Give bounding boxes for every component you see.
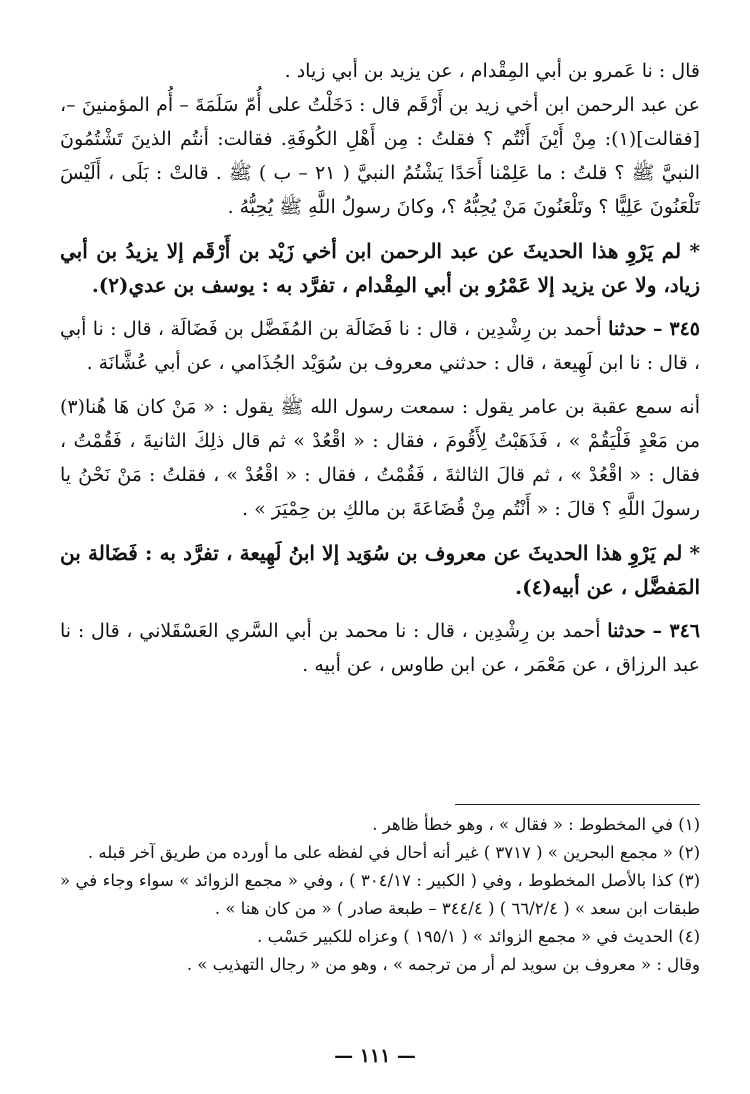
commentary-text: لم يَرْوِ هذا الحديثَ عن معروف بن سُوَيد إلا ابنُ لَهِيعة ، تفرَّد به : فَضَالة بن المَفضَّل ، عن أبيه(٤). [60,541,700,599]
hadith-number: ٣٤٥ – [652,318,701,340]
hadith-346-chain [60,614,700,682]
commentary-note [60,234,700,302]
commentary-note [60,536,700,604]
hadith-345-text: أنه سمع عقبة بن عامر يقول : سمعت رسول الله ﷺ يقول : « مَنْ كان هَا هُنا(٣) من مَعْدٍ فَلْيَقُمْ » ، فَذَهَبْتُ لِأَقُومَ ، فقال : « اقْعُدْ » ثم قال ذلِكَ الثانيةَ ، فَقُمْتُ ، فقال : « اقْعُدْ » ، ثم قالَ الثالثةَ ، فَقُمْتُ ، فقال : « اقْعُدْ » ، فقلتُ : مَنْ نَحْنُ يا رسولَ اللَّهِ ؟ قالَ : « أَنْتُم مِنْ قُضَاعَةَ بن مالكِ بن حِمْيَرَ » . [60,396,700,520]
footnote-1: (١) في المخطوط : « فقال » ، وهو خطأ ظاهر . [372,815,700,834]
hadith-lead: حدثنا [608,318,647,340]
hadith-number: ٣٤٦ – [652,620,700,642]
footnote-4: (٤) الحديث في « مجمع الزوائد » ( ١٩٥/١ ) وعزاه للكبير حَسْب . [257,927,700,946]
chain-text: أحمد بن رِشْدِين ، قال : نا محمد بن أبي السَّري العَسْقَلاني ، قال : نا عبد الرزاق ، عن مَعْمَر ، عن ابن طاوس ، عن أبيه . [60,620,700,676]
hadith-345-chain [60,312,700,380]
hadith-text: عن عبد الرحمن ابن أخي زيد بن أَرْقَم قال : دَخَلْتُ على أُمّ سَلَمَةَ – أُم المؤمنينَ –، [فقالت](١): مِنْ أَيْنَ أَنْتُم ؟ فقلتُ : مِن أَهْلِ الكُوفَةِ. فقالت: أنتُم الذينَ تَشْتُمُونَ النبيَّ ﷺ ؟ قلتُ : ما عَلِمْنا أَحَدًا يَشْتُمُ النبيَّ ( ٢١ – ب ) ﷺ . قالتْ : بَلَى ، أَلَيْسَ تَلْعَنُونَ عَلِيًّا ؟ وتَلْعَنُونَ مَنْ يُحِبُّهُ ؟، وكانَ رسولُ اللَّهِ ﷺ يُحِبُّهُ . [60,94,700,218]
chain-text: أحمد بن رِشْدِين ، قال : نا فَضَالَة بن المُفَضَّل بن فَضَالَة ، قال : نا أبي ، قال : نا ابن لَهِيعة ، قال : حدثني معروف بن سُوَيْد الجُذَامي ، عن أبي عُشَّانَة . [60,318,700,374]
chain-line: قال : نا عَمرو بن أبي المِقْدام ، عن يزيد بن أبي زياد . [284,60,700,82]
commentary-text: لم يَرْوِ هذا الحديثَ عن عبد الرحمن ابن أخي زَيْد بن أَرْقَم إلا يزيدُ بن أبي زياد، ولا عن يزيد إلا عَمْرُو بن أبي المِقْدام ، تفرَّد به : يوسف بن عدي(٢). [60,239,700,297]
footnote-3: (٣) كذا بالأصل المخطوط ، وفي ( الكبير : ٣٠٤/١٧ ) ، وفي « مجمع الزوائد » سواء وجاء في « طبقات ابن سعد » ( ٦٦/٢/٤ ) ( ٣٤٤/٤ – طبعة صادر ) « من كان هنا » . [60,871,700,918]
footnotes-section [60,804,700,979]
hadith-lead: حدثنا [607,620,646,642]
footnote-2: (٢) « مجمع البحرين » ( ٣٧١٧ ) غير أنه أحال في لفظه على ما أورده من طريق آخر قبله . [87,843,700,862]
star-icon: * [689,239,701,263]
star-icon: * [689,541,700,565]
footnote-divider [455,804,700,805]
page-number: — ١١١ — [334,1045,416,1067]
footnote-4-continuation: وقال : « معروف بن سويد لم أر من ترجمه » ، وهو من « رجال التهذيب » . [186,955,700,974]
